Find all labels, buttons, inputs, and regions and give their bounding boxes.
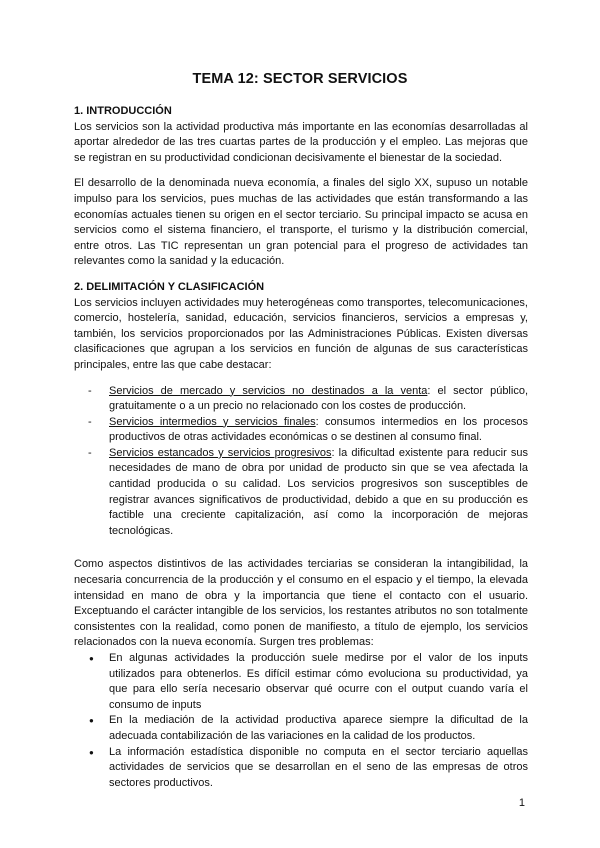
list-item: ● La información estadística disponible no computa en el sector terciario aquellas actividades de servicios que se desarrollan en el seno de las empresas de otros sectores productivos. (74, 745, 528, 792)
classification-text: : la dificultad existente para reducir sus necesidades de mano de obra por unidad de producto sin que se vea afectada la cantidad producida o su calidad. Los servicios progresivos son susceptibles de registrar avances significativos de productividad, debido a que en su producción es factible una creciente capitalización, así como la incorporación de mejoras tecnológicas. (109, 446, 528, 537)
classification-text: : el sector público, gratuitamente o a un precio no relacionado con los costes de producción. (109, 384, 528, 413)
list-item (74, 384, 528, 415)
classification-term: Servicios intermedios y servicios finales (109, 415, 316, 428)
classification-list (74, 384, 528, 540)
list-item: ● En la mediación de la actividad productiva aparece siempre la dificultad de la adecuada contabilización de las variaciones en la calidad de los productos. (74, 713, 528, 744)
paragraph: Los servicios incluyen actividades muy heterogéneas como transportes, telecomunicaciones, comercio, hostelería, sanidad, educación, servicios financieros, servicios a empresas y, también, los servicios proporcionados por las Administraciones Públicas. Existen diversas clasificaciones que agrupan a los servicios en función de algunas de sus características principales, entre las que cabe destacar: (74, 296, 528, 371)
list-item (74, 415, 528, 446)
list-item (74, 446, 528, 540)
page-title: TEMA 12: SECTOR SERVICIOS (192, 71, 408, 87)
list-item: ● En algunas actividades la producción suele medirse por el valor de los inputs utilizados para obtenerlos. Es difícil estimar cómo evoluciona su productividad, ya que para ello sería necesario observar qué ocurre con el output cuando varía el consumo de inputs (74, 651, 528, 713)
document-body (74, 104, 528, 791)
problems-list (74, 651, 528, 791)
classification-term: Servicios de mercado y servicios no destinados a la venta (109, 384, 428, 397)
classification-term: Servicios estancados y servicios progresivos (109, 446, 332, 459)
section-heading-introduccion: 1. INTRODUCCIÓN (74, 105, 172, 117)
page-number: 1 (518, 797, 525, 809)
section-heading-delimitacion: 2. DELIMITACIÓN Y CLASIFICACIÓN (74, 280, 265, 293)
classification-text: : consumos intermedios en los procesos productivos de otras actividades económicas o se destinen al consumo final. (109, 415, 528, 444)
paragraph: El desarrollo de la denominada nueva economía, a finales del siglo XX, supuso un notable impulso para los servicios, pues muchas de las actividades que están transformando a las economías actuales tienen su origen en el sector terciario. Su principal impacto se acusa en servicios como el sistema financiero, el transporte, el turismo y la distribución comercial, entre otros. Las TIC representan un gran potencial para el progreso de actividades tan relevantes como la sanidad y la educación. (74, 177, 528, 268)
paragraph: Como aspectos distintivos de las actividades terciarias se consideran la intangibilidad, la necesaria concurrencia de la producción y el consumo en el espacio y el tiempo, la elevada intensidad en mano de obra y la importancia que tiene el contacto con el usuario. Exceptuando el carácter intangible de los servicios, los restantes atributos no son totalmente consistentes con la realidad, como ponen de manifiesto, a título de ejemplo, los servicios relacionados con la nueva economía. Surgen tres problemas: (74, 558, 528, 649)
paragraph: Los servicios son la actividad productiva más importante en las economías desarrolladas al aportar alrededor de las tres cuartas partes de la producción y el empleo. Las mejoras que se registran en su productividad condicionan decisivamente el bienestar de la sociedad. (74, 120, 528, 164)
